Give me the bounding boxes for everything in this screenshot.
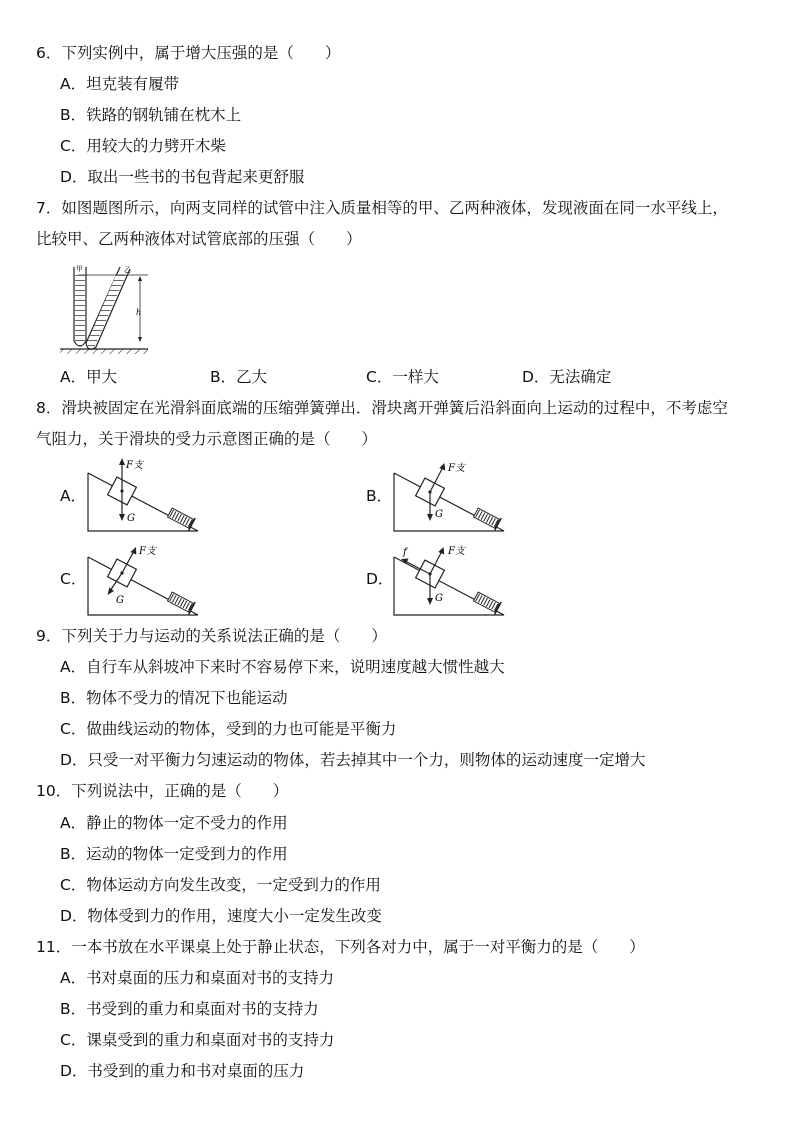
incline-diagram-b	[390, 457, 508, 533]
label-f-support: F支	[139, 546, 156, 557]
q10-option-a: A．静止的物体一定不受力的作用	[60, 814, 288, 832]
test-tubes-figure	[56, 263, 152, 355]
q8-stem-line2: 气阻力，关于滑块的受力示意图正确的是（ ）	[36, 430, 378, 448]
q7-option-a: A．甲大	[60, 368, 118, 386]
q8-option-c: C．	[60, 570, 87, 588]
label-gravity: G	[435, 593, 443, 604]
label-friction: f	[403, 547, 407, 558]
q7-stem-line2: 比较甲、乙两种液体对试管底部的压强（ ）	[36, 230, 362, 248]
q9-option-d: D．只受一对平衡力匀速运动的物体，若去掉其中一个力，则物体的运动速度一定增大	[60, 751, 646, 769]
q10-stem: 10．下列说法中，正确的是（ ）	[36, 782, 289, 800]
q8-option-d: D．	[366, 570, 394, 588]
q6-stem: 6．下列实例中，属于增大压强的是（ ）	[36, 44, 341, 62]
q9-option-a: A．自行车从斜坡冲下来时不容易停下来，说明速度越大惯性越大	[60, 658, 505, 676]
label-gravity: G	[127, 513, 135, 524]
spring-icon	[167, 590, 196, 614]
q11-option-c: C．课桌受到的重力和桌面对书的支持力	[60, 1031, 335, 1049]
q11-option-a: A．书对桌面的压力和桌面对书的支持力	[60, 969, 335, 987]
q6-option-b: B．铁路的钢轨铺在枕木上	[60, 106, 242, 124]
q10-option-b: B．运动的物体一定受到力的作用	[60, 845, 288, 863]
spring-icon	[473, 590, 502, 614]
label-f-support: F支	[448, 463, 465, 474]
q6-option-a: A．坦克装有履带	[60, 75, 180, 93]
q11-option-d: D．书受到的重力和书对桌面的压力	[60, 1062, 305, 1080]
q7-option-b: B．乙大	[210, 368, 268, 386]
label-f-support: F支	[448, 546, 465, 557]
incline-diagram-a	[84, 457, 202, 533]
q10-option-d: D．物体受到力的作用，速度大小一定发生改变	[60, 907, 382, 925]
label-yi: 乙	[124, 266, 131, 274]
label-jia: 甲	[76, 265, 83, 273]
label-h: h	[136, 308, 142, 317]
spring-icon	[473, 506, 502, 530]
incline-diagram-c	[84, 541, 202, 617]
label-gravity: G	[435, 509, 443, 520]
q6-option-c: C．用较大的力劈开木柴	[60, 137, 226, 155]
incline-diagram-d	[390, 541, 508, 617]
label-gravity: G	[116, 595, 124, 606]
q8-option-b: B．	[366, 487, 393, 505]
q7-stem-line1: 7．如图题图所示，向两支同样的试管中注入质量相等的甲、乙两种液体，发现液面在同一水平线上，	[36, 199, 728, 217]
q11-stem: 11．一本书放在水平课桌上处于静止状态，下列各对力中，属于一对平衡力的是（ ）	[36, 938, 645, 956]
q9-option-b: B．物体不受力的情况下也能运动	[60, 689, 288, 707]
q11-option-b: B．书受到的重力和桌面对书的支持力	[60, 1000, 319, 1018]
q8-stem-line1: 8．滑块被固定在光滑斜面底端的压缩弹簧弹出．滑块离开弹簧后沿斜面向上运动的过程中，不考虑空	[36, 399, 728, 417]
spring-icon	[167, 506, 196, 530]
q7-option-d: D．无法确定	[522, 368, 612, 386]
q8-option-a: A．	[60, 487, 87, 505]
label-f-support: F支	[126, 460, 143, 471]
q9-option-c: C．做曲线运动的物体，受到的力也可能是平衡力	[60, 720, 397, 738]
q9-stem: 9．下列关于力与运动的关系说法正确的是（ ）	[36, 627, 387, 645]
q6-option-d: D．取出一些书的书包背起来更舒服	[60, 168, 305, 186]
q10-option-c: C．物体运动方向发生改变，一定受到力的作用	[60, 876, 381, 894]
q7-option-c: C．一样大	[366, 368, 439, 386]
